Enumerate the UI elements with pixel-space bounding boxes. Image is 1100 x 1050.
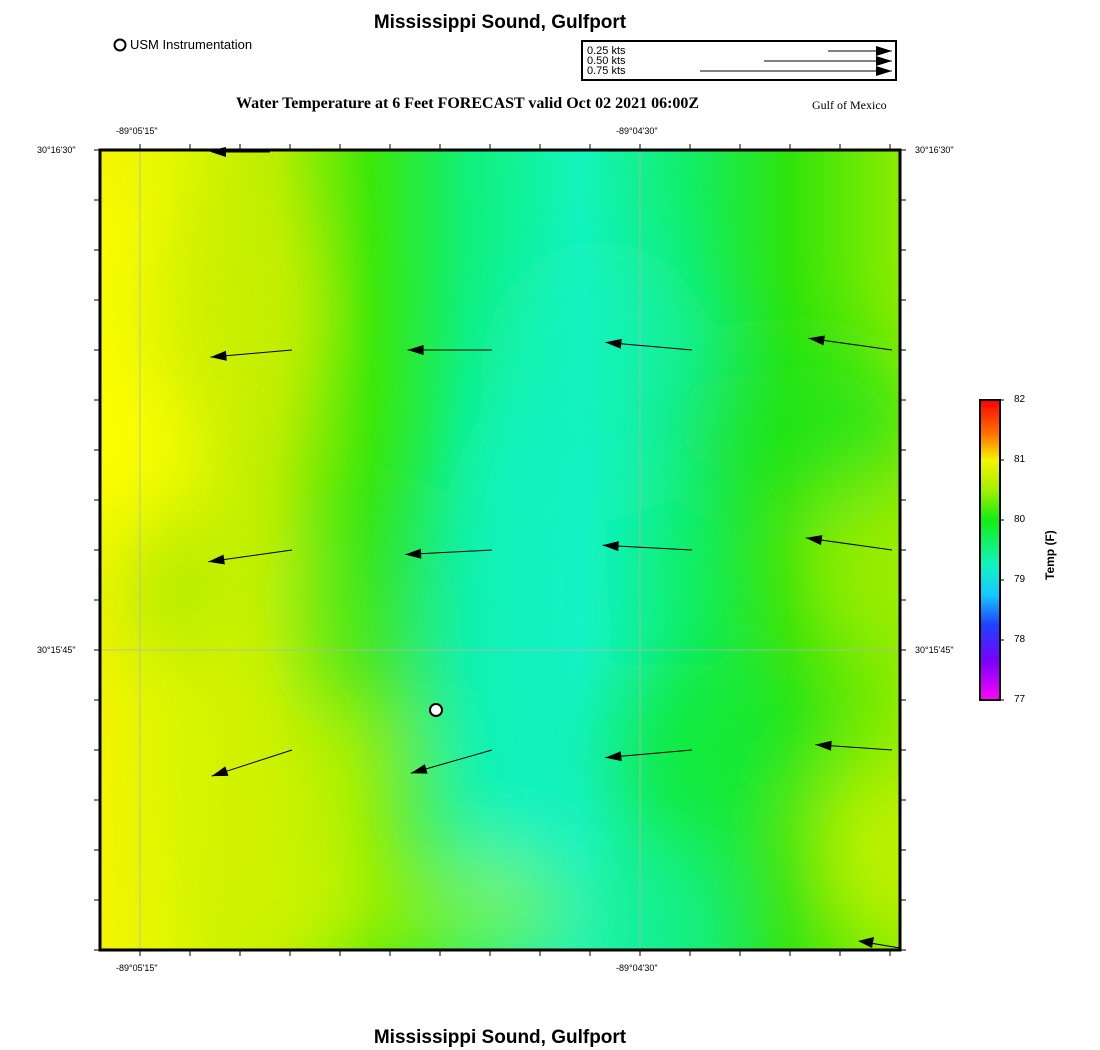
footer-title: Mississippi Sound, Gulfport xyxy=(373,1027,627,1048)
colorbar-title: Temp (F) xyxy=(1043,530,1057,580)
speed-legend-label-2: 0.50 kts xyxy=(587,55,626,67)
lat-label-right-1: 30°16'30" xyxy=(915,145,954,155)
temperature-map xyxy=(80,130,920,970)
lon-label-top-1: -89°05'15" xyxy=(116,126,158,136)
colorbar-tick-81: 81 xyxy=(1014,454,1026,465)
temperature-field xyxy=(80,150,920,970)
lat-label-left-2: 30°15'45" xyxy=(37,645,76,655)
lat-label-right-2: 30°15'45" xyxy=(915,645,954,655)
colorbar-tick-78: 78 xyxy=(1014,634,1026,645)
speed-legend-label-1: 0.25 kts xyxy=(587,45,626,57)
station-legend-label: USM Instrumentation xyxy=(130,37,253,52)
map-title: Mississippi Sound, Gulfport xyxy=(373,12,627,33)
colorbar-tick-80: 80 xyxy=(1014,514,1026,525)
region-label: Gulf of Mexico xyxy=(812,98,887,112)
lat-label-left-1: 30°16'30" xyxy=(37,145,76,155)
speed-legend-arrow-2 xyxy=(764,56,892,66)
lon-label-bottom-1: -89°05'15" xyxy=(116,963,158,973)
lon-label-top-2: -89°04'30" xyxy=(616,126,658,136)
forecast-subtitle: Water Temperature at 6 Feet FORECAST valid Oct 02 2021 06:00Z xyxy=(236,95,700,112)
colorbar-tick-77: 77 xyxy=(1014,694,1026,705)
station-legend-icon xyxy=(113,38,127,52)
lon-label-bottom-2: -89°04'30" xyxy=(616,963,658,973)
speed-legend-arrow-1 xyxy=(828,46,892,56)
speed-legend-arrows xyxy=(583,42,895,79)
colorbar-tick-79: 79 xyxy=(1014,574,1026,585)
speed-legend-label-3: 0.75 kts xyxy=(587,65,626,77)
speed-legend-arrow-3 xyxy=(700,66,892,76)
colorbar-tick-82: 82 xyxy=(1014,394,1026,405)
station-marker[interactable] xyxy=(430,704,442,716)
colorbar xyxy=(975,395,1005,707)
speed-legend xyxy=(581,40,897,81)
